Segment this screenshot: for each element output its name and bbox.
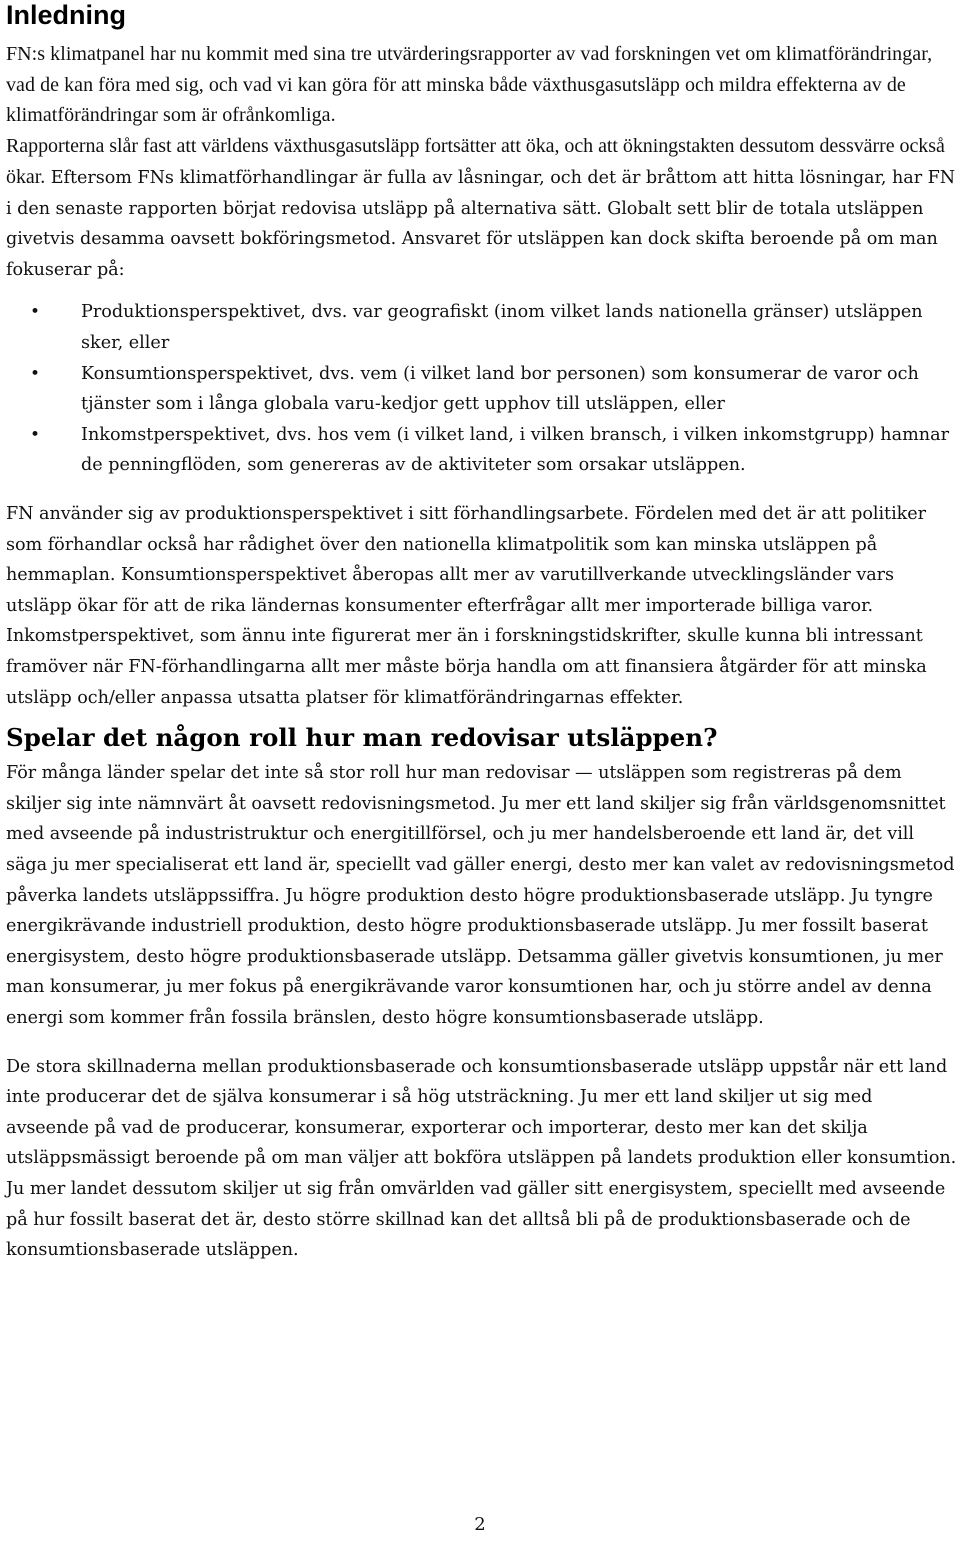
list-item-text: Inkomstperspektivet, dvs. hos vem (i vilket land, i vilken bransch, i vilken inkomstgrupp) hamnar de penningflöden, som genereras av de aktiviteter som orsakar utsläppen. — [81, 424, 949, 476]
paragraph-2-rest: Eftersom FNs klimatförhandlingar är fulla av låsningar, och det är bråttom att hitta lösningar, har FN i den senaste rapporten börjat redovisa utsläpp på alternativa sätt. Globalt sett blir de totala utsläppen givetvis desamma oavsett bokföringsmetod. Ansvaret för utsläppen kan dock skifta beroende på om man fokuserar på: — [6, 168, 956, 280]
paragraph-5: De stora skillnaderna mellan produktionsbaserade och konsumtionsbaserade utsläpp uppstår när ett land inte producerar det de själva konsumerar i så hög utsträckning. Ju mer ett land skiljer ut sig med avseende på vad de producerar, konsumerar, exporterar och importerar, desto mer kan det skilja utsläppsmässigt beroende på om man väljer att bokföra utsläppen på landets produktion eller konsumtion. Ju mer landet dessutom skiljer ut sig från omvärlden vad gäller sitt energisystem, speciellt med avseende på hur fossilt baserat det är, desto större skillnad kan det alltså bli på de produktionsbaserade och de konsumtionsbaserade utsläppen. — [6, 1056, 957, 1261]
section-heading: Inledning — [6, 0, 126, 30]
paragraph-4: För många länder spelar det inte så stor roll hur man redovisar — utsläppen som registreras på dem skiljer sig inte nämnvärt åt oavsett redovisningsmetod. Ju mer ett land skiljer sig från världsgenomsnittet med avseende på industristruktur och energitillförsel, och ju mer handelsberoende ett land är, det vill säga ju mer specialiserat ett land är, speciellt vad gäller energi, desto mer kan valet av redovisningsmetod påverka landets utsläppssiffra. Ju högre produktion desto högre produktionsbaserade utsläpp. Ju tyngre energikrävande industriell produktion, desto högre produktionsbaserade utsläpp. Ju mer fossilt baserat energisystem, desto högre produktionsbaserade utsläpp. Detsamma gäller givetvis konsumtionen, ju mer man konsumerar, ju mer fokus på energikrävande varor konsumtionen har, och ju större andel av denna energi som kommer från fossila bränslen, desto högre konsumtionsbaserade utsläpp. — [6, 763, 955, 1028]
list-item — [6, 359, 958, 420]
bullet-icon: • — [30, 363, 41, 384]
perspective-list — [6, 297, 958, 481]
page-number: 2 — [474, 1514, 486, 1535]
intro-paragraph: FN:s klimatpanel har nu kommit med sina tre utvärderingsrapporter av vad forskningen vet om klimatförändringar, vad de kan föra med sig, och vad vi kan göra för att minska både växthusgasutsläpp och mildra effekterna av de klimatförändringar som är ofrånkomliga. — [6, 43, 933, 126]
document-page — [6, 0, 958, 1266]
paragraph-3: FN använder sig av produktionsperspektivet i sitt förhandlingsarbete. Fördelen med det är att politiker som förhandlar också har rådighet över den nationella klimatpolitik som kan minska utsläppen på hemmaplan. Konsumtionsperspektivet åberopas allt mer av varutillverkande utvecklingsländer vars utsläpp ökar för att de rika ländernas konsumenter efterfrågar allt mer importerade billiga varor. Inkomstperspektivet, som ännu inte figurerat mer än i forskningstidskrifter, skulle kunna bli intressant framöver när FN-förhandlingarna allt mer måste börja handla om att finansiera åtgärder för att minska utsläpp och/eller anpassa utsatta platser för klimatförändringarnas effekter. — [6, 504, 927, 708]
list-item-text: Konsumtionsperspektivet, dvs. vem (i vilket land bor personen) som konsumerar de varor och tjänster som i långa globala varu-kedjor gett upphov till utsläppen, eller — [81, 363, 919, 415]
bullet-icon: • — [30, 424, 41, 445]
list-item-text: Produktionsperspektivet, dvs. var geografiskt (inom vilket lands nationella gränser) utsläppen sker, eller — [81, 302, 923, 354]
list-item — [6, 420, 958, 481]
paragraph-2 — [6, 131, 958, 286]
list-item — [6, 297, 958, 358]
paragraph-2-lead: Rapporterna slår fast att världens växthusgasutsläpp fortsätter att öka, och att ökningstakten dessutom dessvärre också ökar. — [6, 134, 945, 189]
subsection-heading: Spelar det någon roll hur man redovisar utsläppen? — [6, 723, 718, 753]
bullet-icon: • — [30, 302, 41, 323]
